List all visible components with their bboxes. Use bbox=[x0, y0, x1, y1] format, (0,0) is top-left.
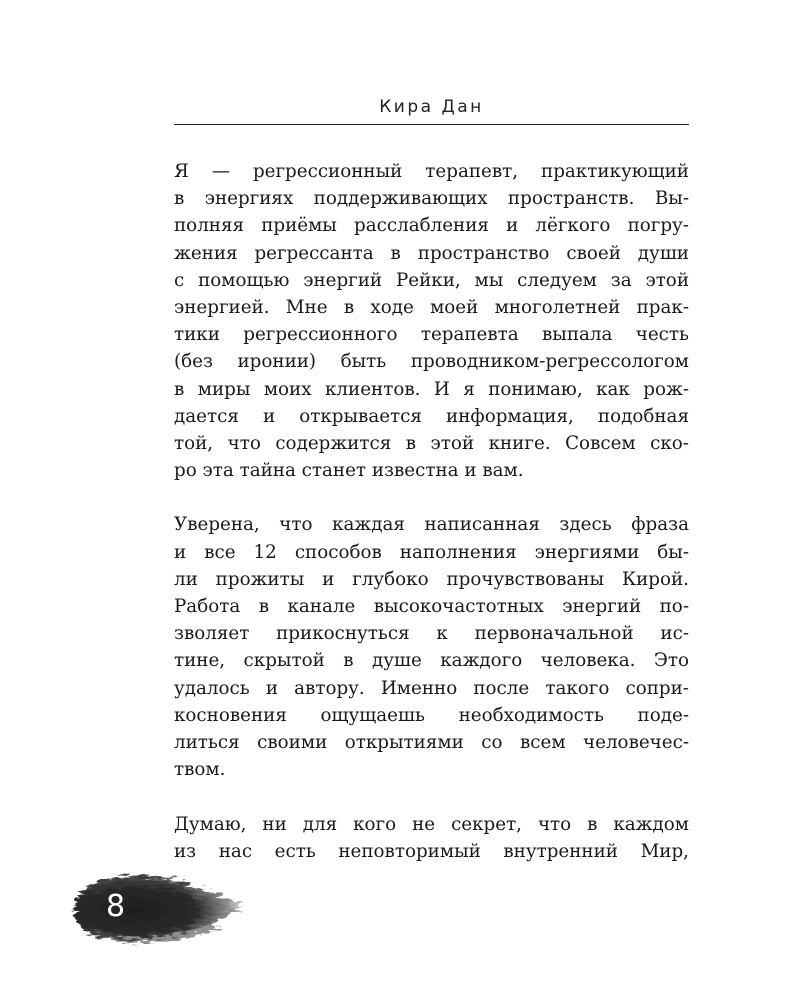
text-line: той, что содержится в этой книге. Совсем ско- bbox=[174, 432, 689, 454]
text-line: Думаю, ни для кого не секрет, что в каждом bbox=[174, 813, 689, 835]
text-line: и все 12 способов наполнения энергиями бы- bbox=[174, 541, 689, 563]
text-line: тики регрессионного терапевта выпала честь bbox=[174, 324, 689, 346]
text-line: дается и открывается информация, подобная bbox=[174, 405, 689, 427]
author-name: Кира Дан bbox=[379, 97, 484, 117]
text-line: (без иронии) быть проводником-регрессологом bbox=[174, 351, 689, 373]
text-line: литься своими открытиями со всем человечес- bbox=[174, 731, 689, 753]
text-line: с помощью энергий Рейки, мы следуем за этой bbox=[174, 269, 689, 291]
page-number: 8 bbox=[106, 889, 126, 924]
text-line: ли прожиты и глубоко прочувствованы Кирой. bbox=[174, 568, 689, 590]
body-text bbox=[174, 158, 689, 865]
paragraph-1 bbox=[174, 158, 689, 484]
text-line: твом. bbox=[174, 759, 226, 781]
text-line: жения регрессанта в пространство своей души bbox=[174, 242, 689, 264]
paragraph-gap bbox=[174, 484, 689, 511]
text-line: ро эта тайна станет известна и вам. bbox=[174, 460, 524, 482]
paragraph-gap bbox=[174, 783, 689, 810]
text-line: удалось и автору. Именно после такого сопри- bbox=[174, 677, 689, 699]
text-line: Работа в канале высокочастотных энергий по- bbox=[174, 596, 689, 617]
page-folio bbox=[70, 862, 250, 947]
text-line: из нас есть неповторимый внутренний Мир, bbox=[174, 840, 689, 862]
running-header bbox=[174, 92, 689, 125]
text-line: в миры моих клиентов. И я понимаю, как рож- bbox=[174, 378, 689, 400]
paragraph-3 bbox=[174, 811, 689, 865]
text-line: Уверена, что каждая написанная здесь фраза bbox=[174, 514, 689, 536]
text-line: в энергиях поддерживающих пространств. Вы- bbox=[174, 188, 689, 210]
text-line: косновения ощущаешь необходимость поде- bbox=[174, 704, 689, 726]
text-line: зволяет прикоснуться к первоначальной ис- bbox=[174, 623, 689, 645]
text-line: энергией. Мне в ходе моей многолетней прак- bbox=[174, 296, 689, 318]
paragraph-2 bbox=[174, 511, 689, 783]
brush-stroke-icon bbox=[70, 862, 250, 947]
text-line: тине, скрытой в душе каждого человека. Это bbox=[174, 650, 689, 672]
text-line: полняя приёмы расслабления и лёгкого погру- bbox=[174, 215, 689, 237]
text-line: Я — регрессионный терапевт, практикующий bbox=[174, 161, 689, 182]
